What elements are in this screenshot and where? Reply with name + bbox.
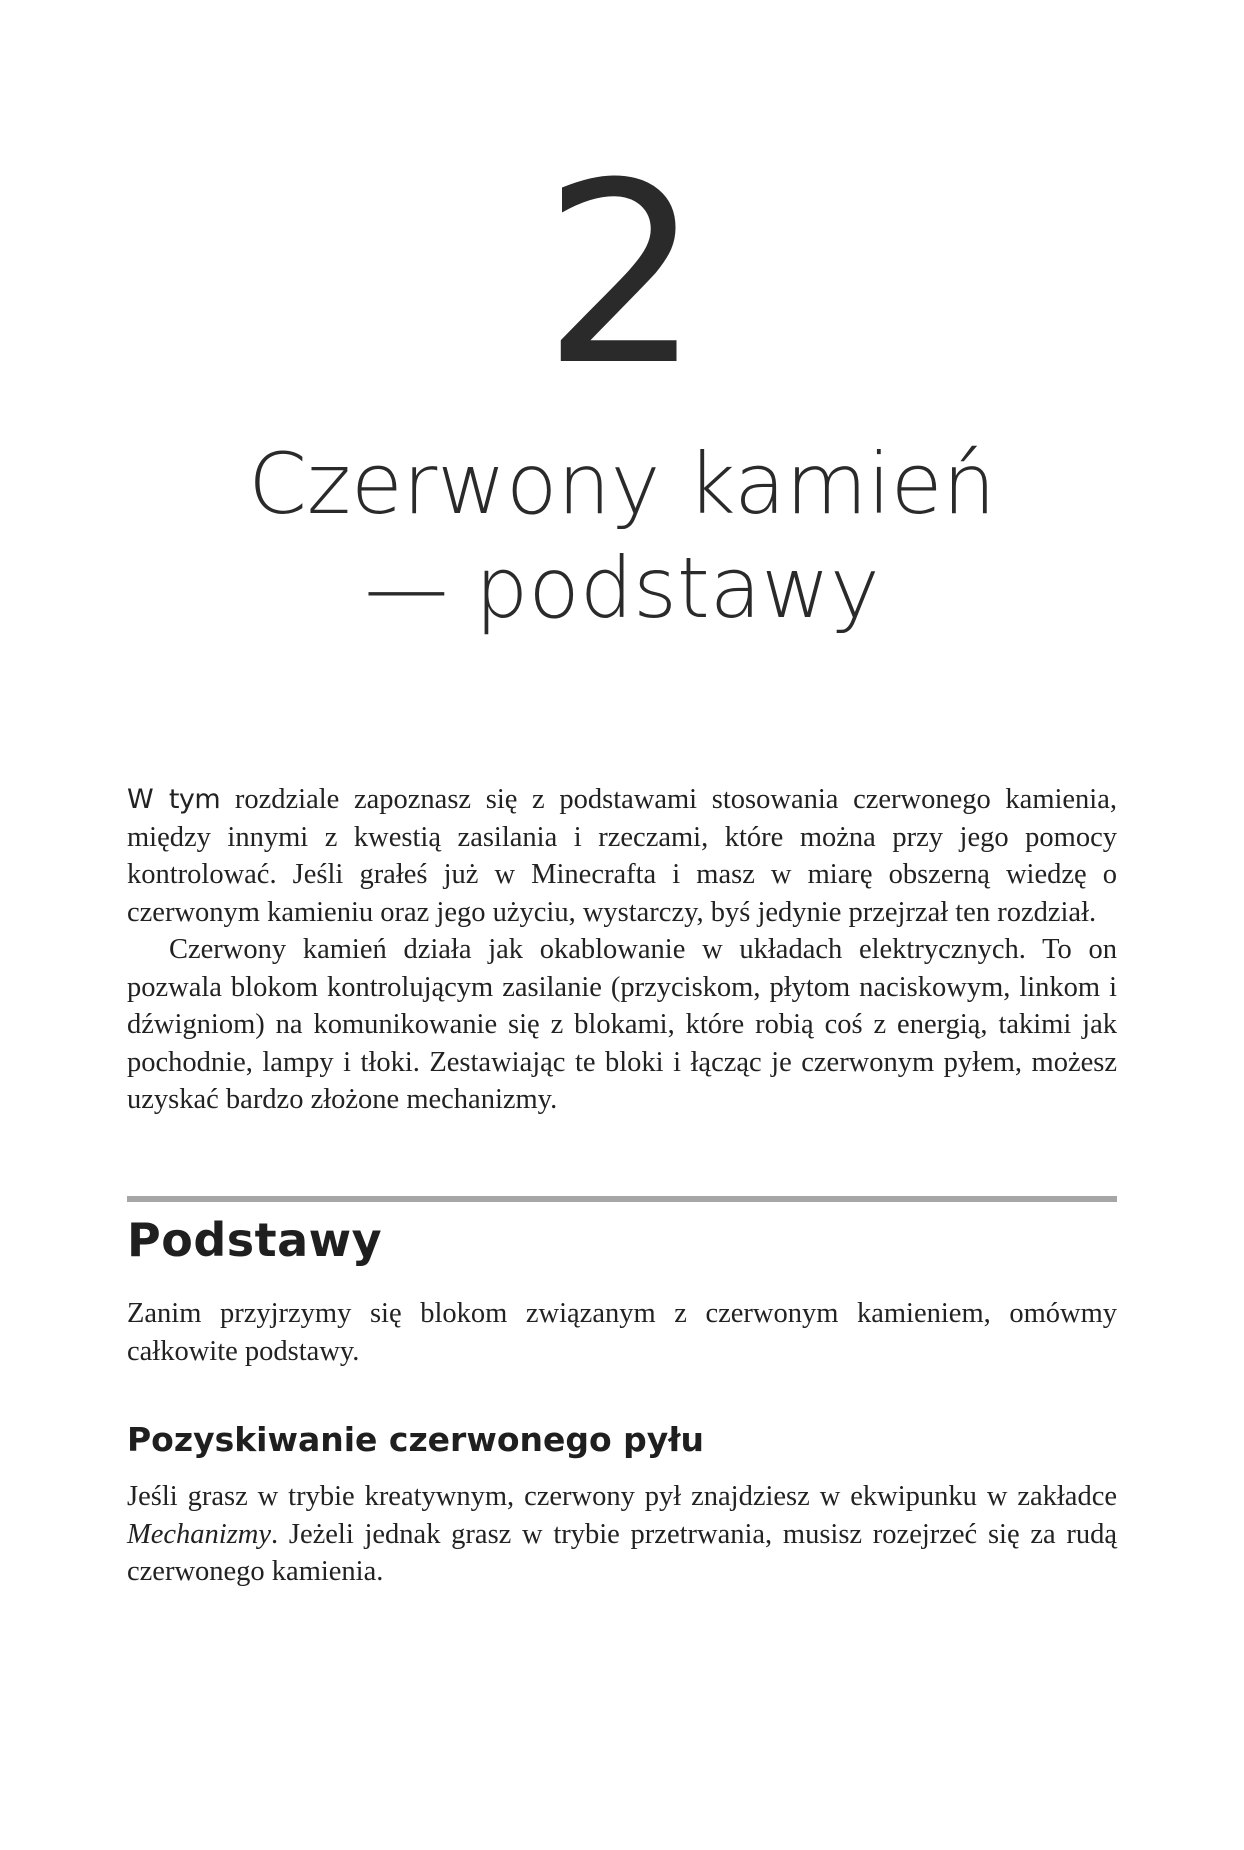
intro-text	[127, 781, 1117, 1119]
chapter-title	[0, 432, 1244, 640]
chapter-title-line-1: Czerwony kamień	[248, 435, 996, 533]
subsection-emphasis: Mechanizmy	[127, 1518, 272, 1550]
intro-paragraph-2: Czerwony kamień działa jak okablowanie w układach elektrycznych. To on pozwala blokom kontrolującym zasilanie (przyciskom, płytom naciskowym, linkom i dźwigniom) na komunikowanie się z blokami, które robią coś z energią, takimi jak pochodnie, lampy i tłoki. Zestawiając te bloki i łącząc je czerwonym pyłem, możesz uzyskać bardzo złożone mechanizmy.	[127, 934, 1117, 1115]
subsection-paragraph	[127, 1478, 1117, 1591]
chapter-number: 2	[542, 129, 702, 420]
subsection-text-after: . Jeżeli jednak grasz w trybie przetrwania, musisz rozejrzeć się za rudą czerwonego kamienia.	[127, 1518, 1117, 1587]
subsection-text-before: Jeśli grasz w trybie kreatywnym, czerwony pył znajdziesz w ekwipunku w zakładce	[127, 1481, 1117, 1512]
section-paragraph: Zanim przyjrzymy się blokom związanym z czerwonym kamieniem, omówmy całkowite podstawy.	[127, 1298, 1117, 1367]
subsection-text	[127, 1478, 1117, 1591]
lead-in: W tym	[127, 784, 221, 815]
chapter-title-line-2: — podstawy	[364, 539, 880, 637]
intro-paragraph-1	[127, 781, 1117, 931]
subsection-heading: Pozyskiwanie czerwonego pyłu	[127, 1420, 705, 1459]
intro-paragraph-1-text: rozdziale zapoznasz się z podstawami stosowania czerwonego kamienia, między innymi z kwestią zasilania i rzeczami, które można przy jego pomocy kontrolować. Jeśli grałeś już w Minecrafta i masz w miarę obszerną wiedzę o czerwonym kamieniu oraz jego użyciu, wystarczy, byś jedynie przejrzał ten rozdział.	[127, 784, 1118, 928]
section-heading: Podstawy	[127, 1213, 383, 1267]
section-text	[127, 1295, 1117, 1370]
section-divider	[127, 1196, 1117, 1202]
